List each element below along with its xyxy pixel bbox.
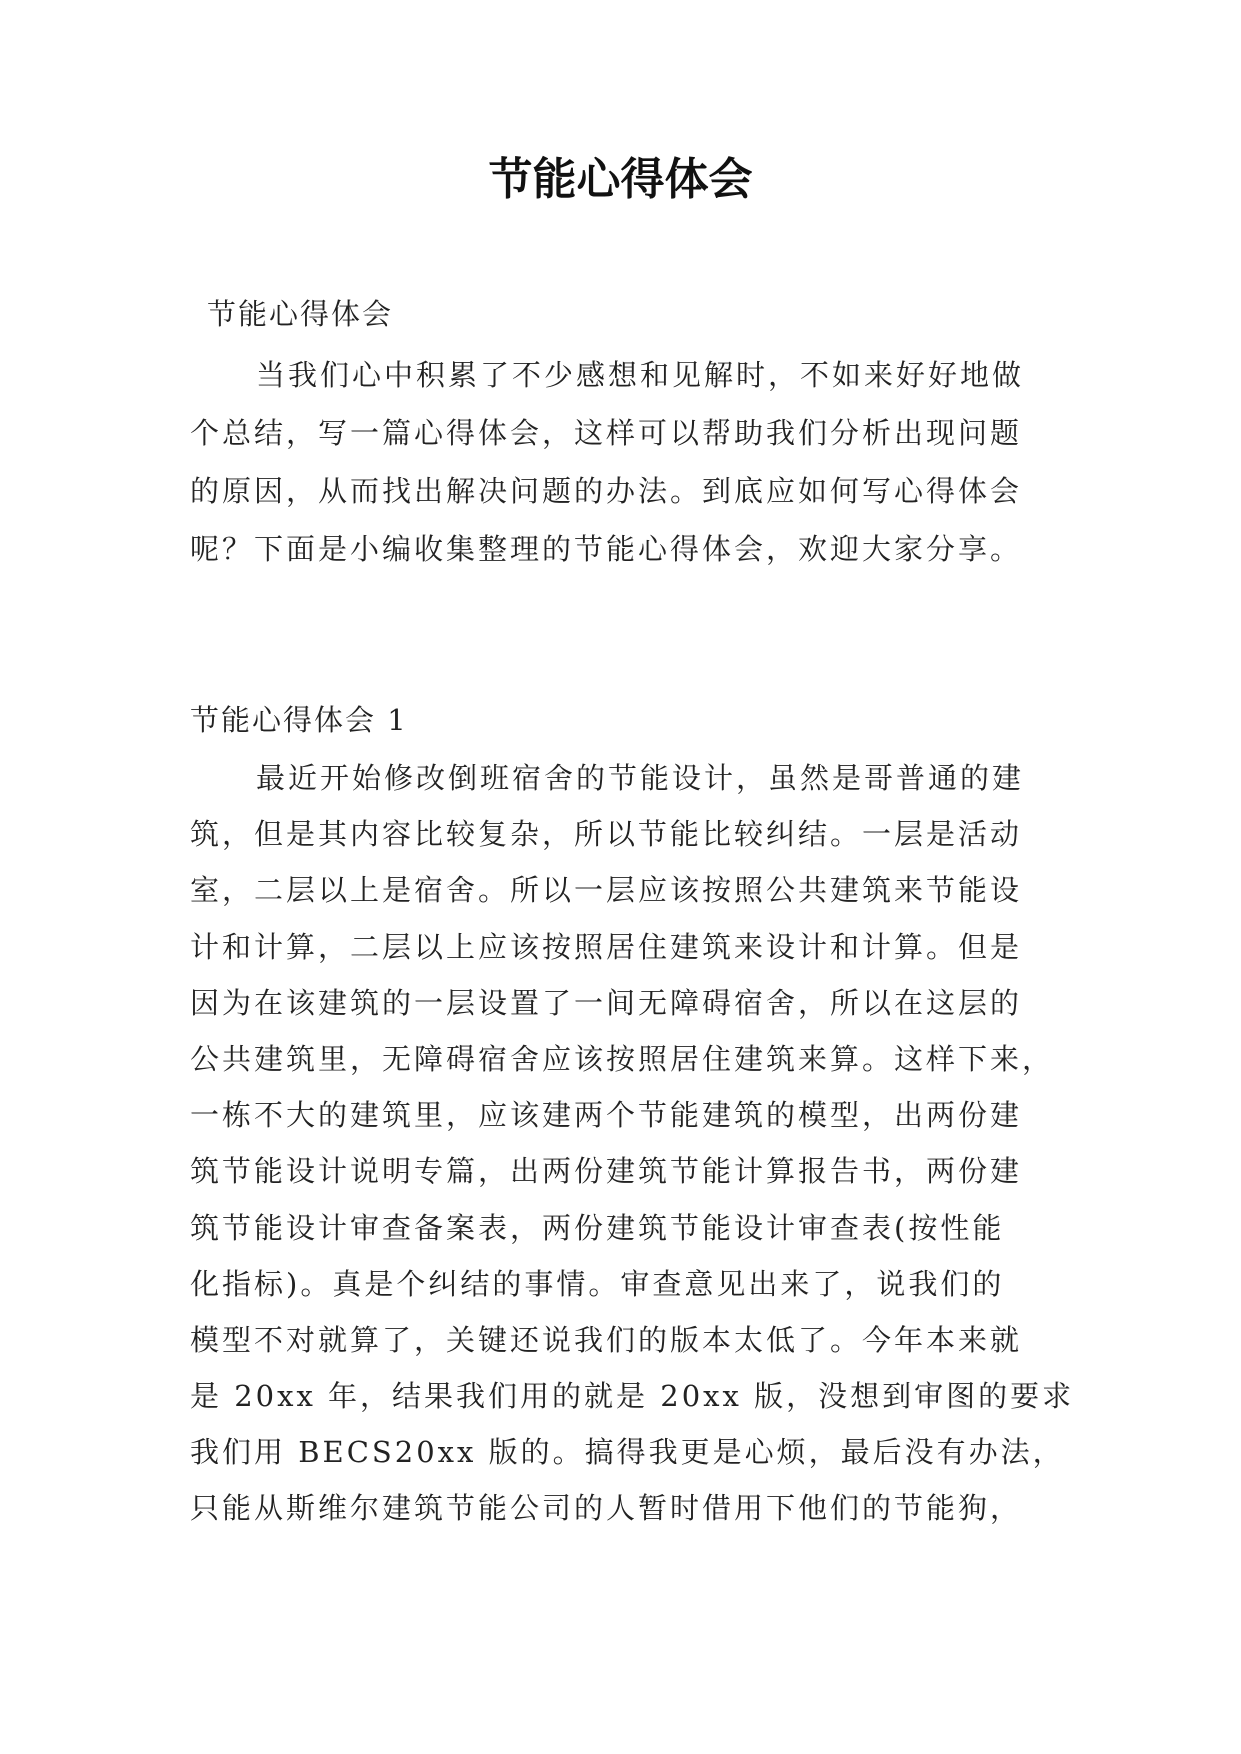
section-1-body <box>190 750 1075 1537</box>
body-line: 公共建筑里，无障碍宿舍应该按照居住建筑来算。这样下来， <box>190 1041 1055 1076</box>
body-line: 室，二层以上是宿舍。所以一层应该按照公共建筑来节能设 <box>190 873 1023 908</box>
intro-line: 呢？下面是小编收集整理的节能心得体会，欢迎大家分享。 <box>190 532 1023 566</box>
intro-paragraph <box>190 346 1070 578</box>
intro-line: 当我们心中积累了不少感想和见解时，不如来好好地做 <box>256 358 1025 392</box>
body-line: 筑节能设计说明专篇，出两份建筑节能计算报告书，两份建 <box>190 1154 1023 1189</box>
body-line: 是 20xx 年，结果我们用的就是 20xx 版，没想到审图的要求 <box>190 1379 1075 1414</box>
body-line: 因为在该建筑的一层设置了一间无障碍宿舍，所以在这层的 <box>190 985 1023 1020</box>
body-line: 筑节能设计审查备案表，两份建筑节能设计审查表(按性能 <box>190 1210 1005 1245</box>
body-line: 最近开始修改倒班宿舍的节能设计，虽然是哥普通的建 <box>256 761 1025 795</box>
body-line: 计和计算，二层以上应该按照居住建筑来设计和计算。但是 <box>190 929 1023 964</box>
document-subtitle: 节能心得体会 <box>207 297 394 331</box>
body-line: 我们用 BECS20xx 版的。搞得我更是心烦，最后没有办法， <box>190 1435 1065 1470</box>
body-line: 一栋不大的建筑里，应该建两个节能建筑的模型，出两份建 <box>190 1098 1023 1133</box>
section-heading: 节能心得体会 1 <box>190 703 408 737</box>
body-line: 筑，但是其内容比较复杂，所以节能比较纠结。一层是活动 <box>190 817 1023 852</box>
body-line: 模型不对就算了，关键还说我们的版本太低了。今年本来就 <box>190 1322 1023 1357</box>
intro-line: 的原因，从而找出解决问题的办法。到底应如何写心得体会 <box>190 474 1023 508</box>
document-title: 节能心得体会 <box>488 154 753 205</box>
body-line: 化指标)。真是个纠结的事情。审查意见出来了，说我们的 <box>190 1266 1005 1301</box>
body-line: 只能从斯维尔建筑节能公司的人暂时借用下他们的节能狗， <box>190 1491 1023 1526</box>
intro-line: 个总结，写一篇心得体会，这样可以帮助我们分析出现问题 <box>190 416 1023 450</box>
